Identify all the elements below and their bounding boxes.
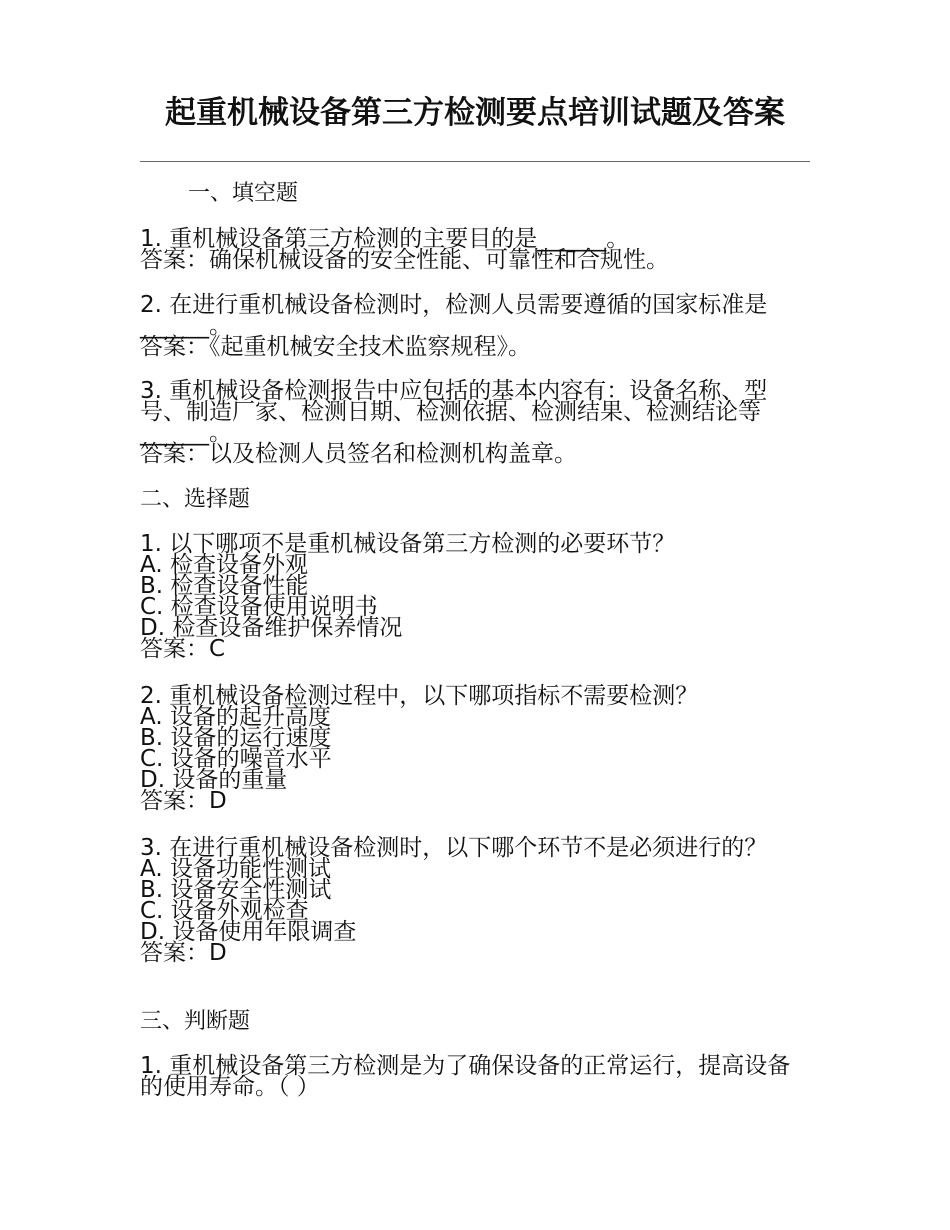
option-c: C. 设备的噪音水平 <box>140 746 332 772</box>
option-b: B. 检查设备性能 <box>140 573 309 599</box>
fill-question-3 <box>140 378 810 467</box>
option-b: B. 设备安全性测试 <box>140 877 332 903</box>
question-text: 1. 重机械设备第三方检测是为了确保设备的正常运行，提高设备的使用寿命。（ ） <box>140 1053 791 1100</box>
section-heading-fill: 一、填空题 <box>188 181 299 206</box>
answer-text: 答案：《起重机械安全技术监察规程》。 <box>140 334 531 360</box>
section-heading-judge: 三、判断题 <box>140 1009 251 1034</box>
title-divider <box>140 161 810 162</box>
answer-text: 答案：D <box>140 940 227 966</box>
answer-text: 答案：D <box>140 788 227 814</box>
document-title: 起重机械设备第三方检测要点培训试题及答案 <box>165 95 785 131</box>
choice-question-3 <box>140 835 810 966</box>
question-text: 1. 以下哪项不是重机械设备第三方检测的必要环节？ <box>140 531 676 557</box>
answer-text: 答案：以及检测人员签名和检测机构盖章。 <box>140 441 577 467</box>
answer-text: 答案：确保机械设备的安全性能、可靠性和合规性。 <box>140 247 669 273</box>
judge-question-1 <box>140 1053 810 1100</box>
choice-question-1 <box>140 531 810 662</box>
option-a: A. 设备功能性测试 <box>140 856 331 882</box>
option-d: D. 设备的重量 <box>140 767 288 793</box>
question-text: 2. 在进行重机械设备检测时，检测人员需要遵循的国家标准是______。 <box>140 292 768 339</box>
section-heading-choice: 二、选择题 <box>140 487 251 512</box>
fill-question-1 <box>140 226 810 273</box>
option-d: D. 设备使用年限调查 <box>140 919 357 945</box>
answer-text: 答案：C <box>140 636 226 662</box>
question-text: 2. 重机械设备检测过程中，以下哪项指标不需要检测？ <box>140 683 699 709</box>
question-text: 1. 重机械设备第三方检测的主要目的是______。 <box>140 226 630 252</box>
option-d: D. 检查设备维护保养情况 <box>140 615 403 641</box>
option-b: B. 设备的运行速度 <box>140 725 332 751</box>
question-text: 3. 重机械设备检测报告中应包括的基本内容有：设备名称、型号、制造厂家、检测日期、检测依据、检测结果、检测结论等______。 <box>140 378 768 446</box>
option-a: A. 设备的起升高度 <box>140 704 331 730</box>
option-c: C. 设备外观检查 <box>140 898 309 924</box>
option-a: A. 检查设备外观 <box>140 552 308 578</box>
option-c: C. 检查设备使用说明书 <box>140 594 378 620</box>
choice-question-2 <box>140 683 810 814</box>
question-text: 3. 在进行重机械设备检测时，以下哪个环节不是必须进行的？ <box>140 835 768 861</box>
fill-question-2 <box>140 292 810 360</box>
